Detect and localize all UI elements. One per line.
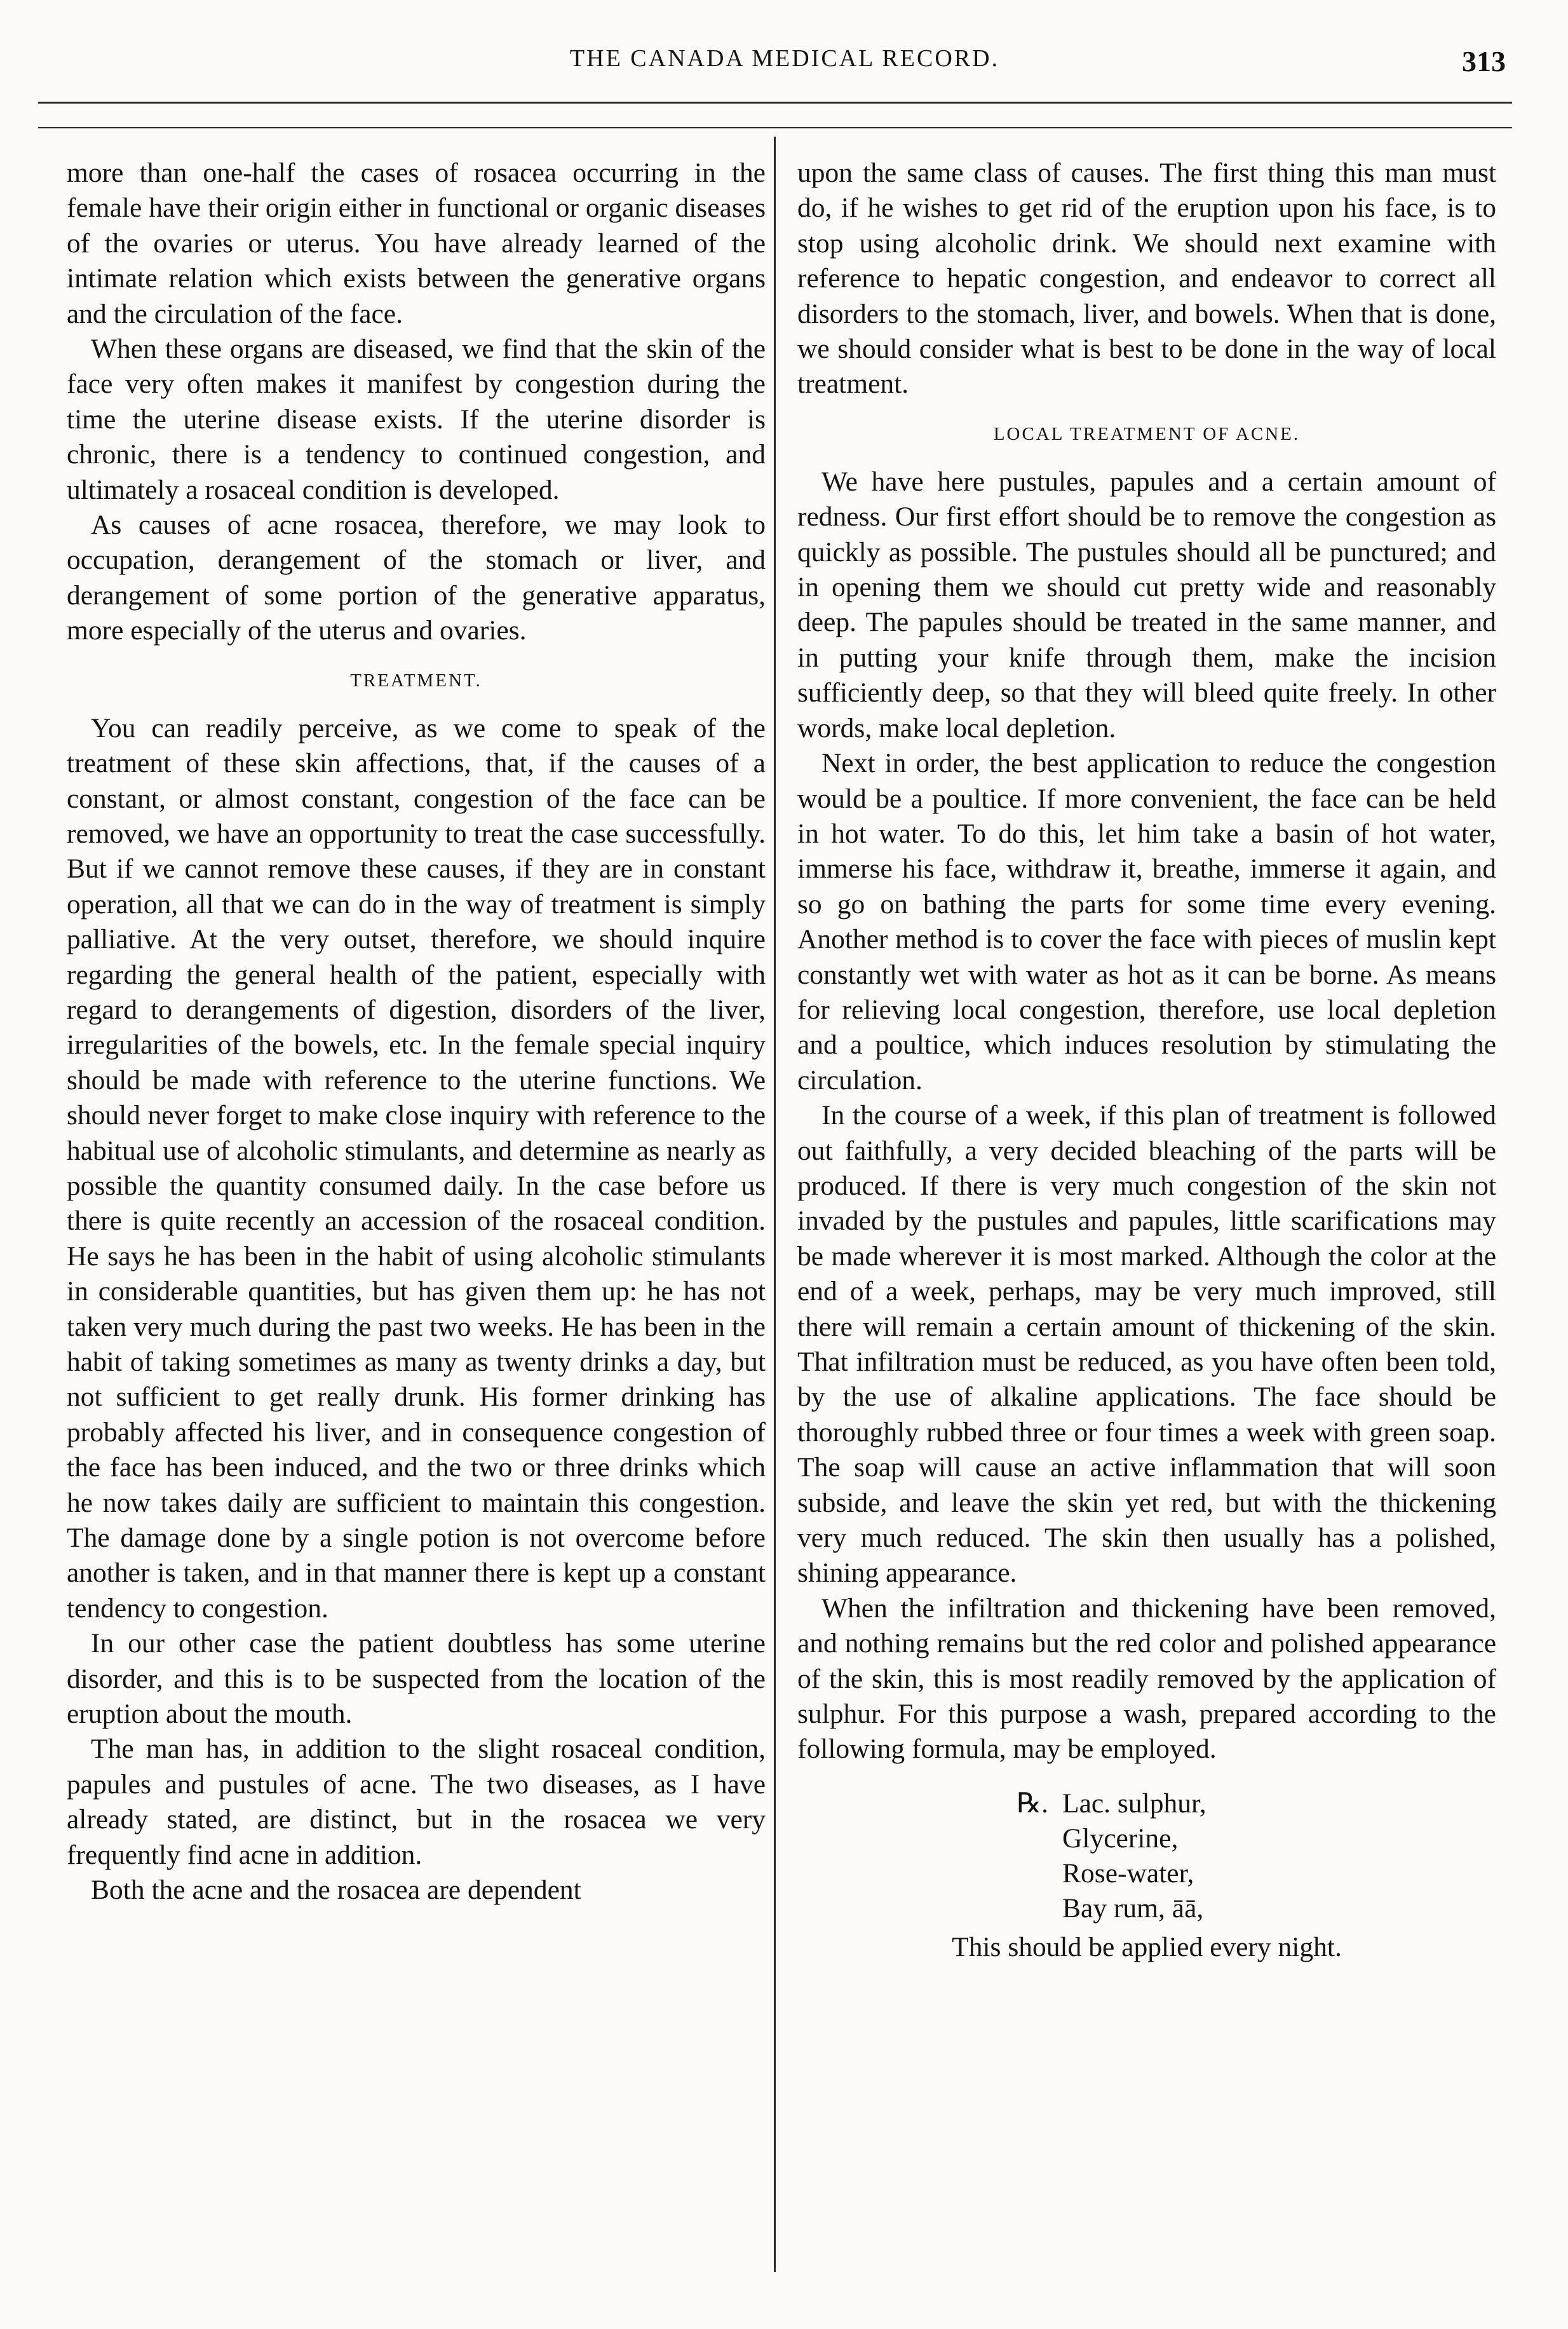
recipe-ingredient: Rose-water, xyxy=(1062,1857,1194,1889)
recipe-ingredient: Glycerine, xyxy=(1062,1823,1179,1854)
paragraph: Both the acne and the rosacea are dependent xyxy=(91,1875,581,1906)
prescription xyxy=(797,1786,1496,1926)
header-rule-thin xyxy=(38,127,1512,128)
paragraph: You can readily perceive, as we come to speak of the treatment of these skin affections, that, if the causes of a constant, or almost constant, congestion of the face can be removed, we have an opportunity to treat the case successfully. But if we cannot remove these causes, if they are in constant operation, all that we can do in the way of treatment is simply palliative. At the very outset, therefore, we should inquire regarding the general health of the patient, especially with regard to derangements of digestion, disorders of the liver, irregularities of the bowels, etc. In the female special inquiry should be made with reference to the uterine functions. We should never forget to make close inquiry with reference to the habitual use of alcoholic stimulants, and determine as nearly as possible the quantity consumed daily. In the case before us there is quite recently an accession of the rosaceal condition. He says he has been in the habit of using alcoholic stimulants in considerable quantities, but has given them up: he has not taken very much during the past two weeks. He has been in the habit of taking sometimes as many as twenty drinks a day, but not sufficient to get really drunk. His former drinking has probably affected his liver, and in consequence congestion of the face has been induced, and the two or three drinks which he now takes daily are sufficient to maintain this congestion. The damage done by a single potion is not overcome before another is taken, and in that manner there is kept up a constant tendency to congestion. xyxy=(67,712,766,1624)
recipe-ingredient: Bay rum, āā, xyxy=(1062,1892,1204,1924)
left-column xyxy=(67,156,766,2272)
running-header xyxy=(64,44,1506,83)
section-heading: TREATMENT. xyxy=(350,670,482,691)
right-column xyxy=(797,156,1496,2272)
paragraph: In the course of a week, if this plan of treatment is followed out faithfully, a very decided bleaching of the parts will be produced. If there is very much congestion of the skin not invaded by the pustules and papules, little scarifications may be made wherever it is most marked. Although the color at the end of a week, perhaps, may be very much improved, still there will remain a certain amount of thickening of the skin. That infiltration must be reduced, as you have often been told, by the use of alkaline applications. The face should be thoroughly rubbed three or four times a week with green soap. The soap will cause an active inflammation that will soon subside, and leave the skin yet red, but with the thickening very much reduced. The skin then usually has a polished, shining appearance. xyxy=(797,1100,1496,1589)
paragraph: When these organs are diseased, we find that the skin of the face very often makes it manifest by congestion during the time the uterine disease exists. If the uterine disorder is chronic, there is a tendency to continued congestion, and ultimately a rosaceal condition is developed. xyxy=(67,334,766,505)
paragraph: We have here pustules, papules and a certain amount of redness. Our first effort should be to remove the congestion as quickly as possible. The pustules should all be punctured; and in opening them we should cut pretty wide and reasonably deep. The papules should be treated in the same manner, and in putting your knife through them, make the incision sufficiently deep, so that they will bleed quite freely. In other words, make local depletion. xyxy=(797,466,1496,744)
paragraph: When the infiltration and thickening have been removed, and nothing remains but the red color and polished appearance of the skin, this is most readily removed by the application of sulphur. For this purpose a wash, prepared according to the following formula, may be employed. xyxy=(797,1592,1496,1765)
recipe-ingredient: Lac. sulphur, xyxy=(1062,1788,1206,1819)
recipe-symbol: ℞. xyxy=(1017,1788,1048,1819)
paragraph: Next in order, the best application to reduce the congestion would be a poultice. If more convenient, the face can be held in hot water. To do this, let him take a basin of hot water, immerse his face, withdraw it, breathe, immerse it again, and so go on bathing the parts for some time every evening. Another method is to cover the face with pieces of muslin kept constantly wet with water as hot as it can be borne. As means for relieving local congestion, therefore, use local depletion and a poultice, which induces resolution by stimulating the circulation. xyxy=(797,748,1496,1096)
section-heading: LOCAL TREATMENT OF ACNE. xyxy=(993,423,1301,444)
paragraph: As causes of acne rosacea, therefore, we may look to occupation, derangement of the stomach or liver, and derangement of some portion of the generative apparatus, more especially of the uterus and ovaries. xyxy=(67,510,766,646)
paragraph: upon the same class of causes. The first thing this man must do, if he wishes to get rid of the eruption upon his face, is to stop using alcoholic drink. We should next examine with reference to hepatic congestion, and endeavor to correct all disorders to the stomach, liver, and bowels. When that is done, we should consider what is best to be done in the way of local treatment. xyxy=(797,158,1496,400)
closing-instruction: This should be applied every night. xyxy=(952,1931,1342,1962)
header-rule xyxy=(38,102,1512,104)
paragraph: In our other case the patient doubtless has some uterine disorder, and this is to be suspected from the location of the eruption about the mouth. xyxy=(67,1628,766,1730)
journal-title: THE CANADA MEDICAL RECORD. xyxy=(569,45,1000,72)
column-divider xyxy=(774,137,776,2272)
page-number: 313 xyxy=(1462,45,1506,78)
paragraph: more than one-half the cases of rosacea occurring in the female have their origin either in functional or organic diseases of the ovaries or uterus. You have already learned of the intimate relation which exists between the generative organs and the circulation of the face. xyxy=(67,158,766,329)
paragraph: The man has, in addition to the slight rosaceal condition, papules and pustules of acne. The two diseases, as I have already stated, are distinct, but in the rosacea we very frequently find acne in addition. xyxy=(67,1734,766,1870)
